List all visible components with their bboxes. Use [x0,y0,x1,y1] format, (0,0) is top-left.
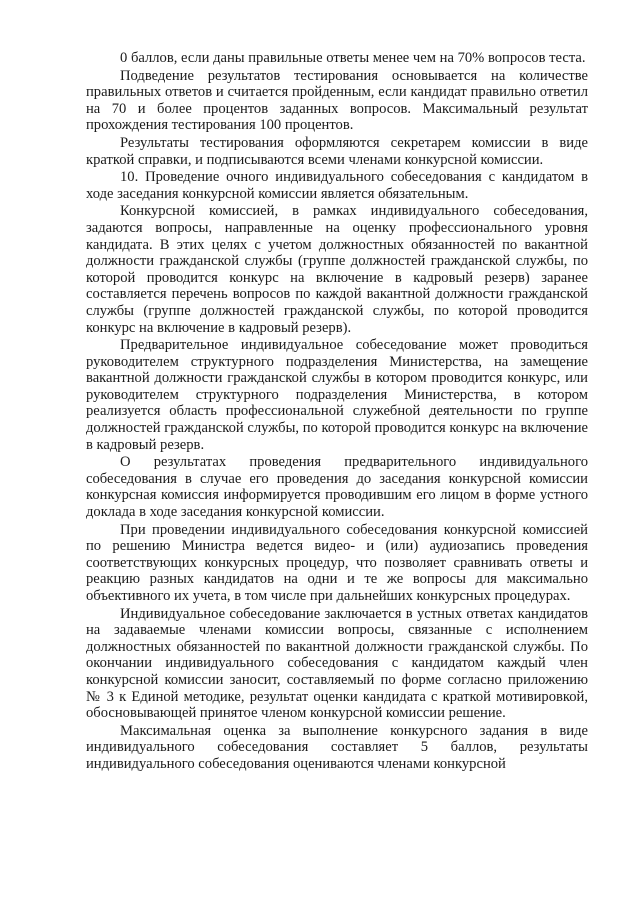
paragraph-interview-questions: Конкурсной комиссией, в рамках индивидуального собеседования, задаются вопросы, направленные на оценку профессионального уровня кандидата. В этих целях с учетом должностных обязанностей по вакантной должности гражданской службы (группе должностей гражданской службы, по которой проводится конкурс на включение в кадровый резерв) заранее составляется перечень вопросов по каждой вакантной должности гражданской службы (группе должностей гражданской службы, по которой проводится конкурс на включение в кадровый резерв). [86,203,588,336]
paragraph-preliminary-interview: Предварительное индивидуальное собеседование может проводиться руководителем структурного подразделения Министерства, на замещение вакантной должности гражданской службы в котором проводится конкурс, или руководителем структурного подразделения Министерства, в котором реализуется область профессиональной служебной деятельности по группе должностей гражданской службы, по которой проводится конкурс на включение в кадровый резерв. [86,337,588,453]
paragraph-test-results-summary: Подведение результатов тестирования основывается на количестве правильных ответов и считается пройденным, если кандидат правильно ответил на 70 и более процентов заданных вопросов. Максимальный результат прохождения тестирования 100 процентов. [86,67,588,134]
document-body [86,50,588,773]
paragraph-interview-procedure: Индивидуальное собеседование заключается в устных ответах кандидатов на задаваемые членами комиссии вопросы, связанные с исполнением должностных обязанностей по вакантной должности гражданской службы. По окончании индивидуального собеседования с кандидатом каждый член конкурсной комиссии заносит, составляемый по форме согласно приложению № 3 к Единой методике, результат оценки кандидата с краткой мотивировкой, обосновывающей принятое членом конкурсной комиссии решение. [86,605,588,722]
paragraph-preliminary-results: О результатах проведения предварительного индивидуального собеседования в случае его проведения до заседания конкурсной комиссии конкурсная комиссия информируется проводившим его лицом в форме устного доклада в ходе заседания конкурсной комиссии. [86,454,588,521]
paragraph-item-10: 10. Проведение очного индивидуального собеседования с кандидатом в ходе заседания конкурсной комиссии является обязательным. [86,169,588,202]
paragraph-score-zero: 0 баллов, если даны правильные ответы менее чем на 70% вопросов теста. [120,50,586,66]
paragraph-video-recording: При проведении индивидуального собеседования конкурсной комиссией по решению Министра ведется видео- и (или) аудиозапись проведения соответствующих конкурсных процедур, что позволяет сравнивать ответы и реакцию разных кандидатов на одни и те же вопросы для максимально объективного их учета, в том числе при дальнейших конкурсных процедурах. [86,521,588,604]
paragraph-max-score: Максимальная оценка за выполнение конкурсного задания в виде индивидуального собеседования составляет 5 баллов, результаты индивидуального собеседования оцениваются членами конкурсной [86,722,588,772]
paragraph-test-results-report: Результаты тестирования оформляются секретарем комиссии в виде краткой справки, и подписываются всеми членами конкурсной комиссии. [86,134,588,168]
